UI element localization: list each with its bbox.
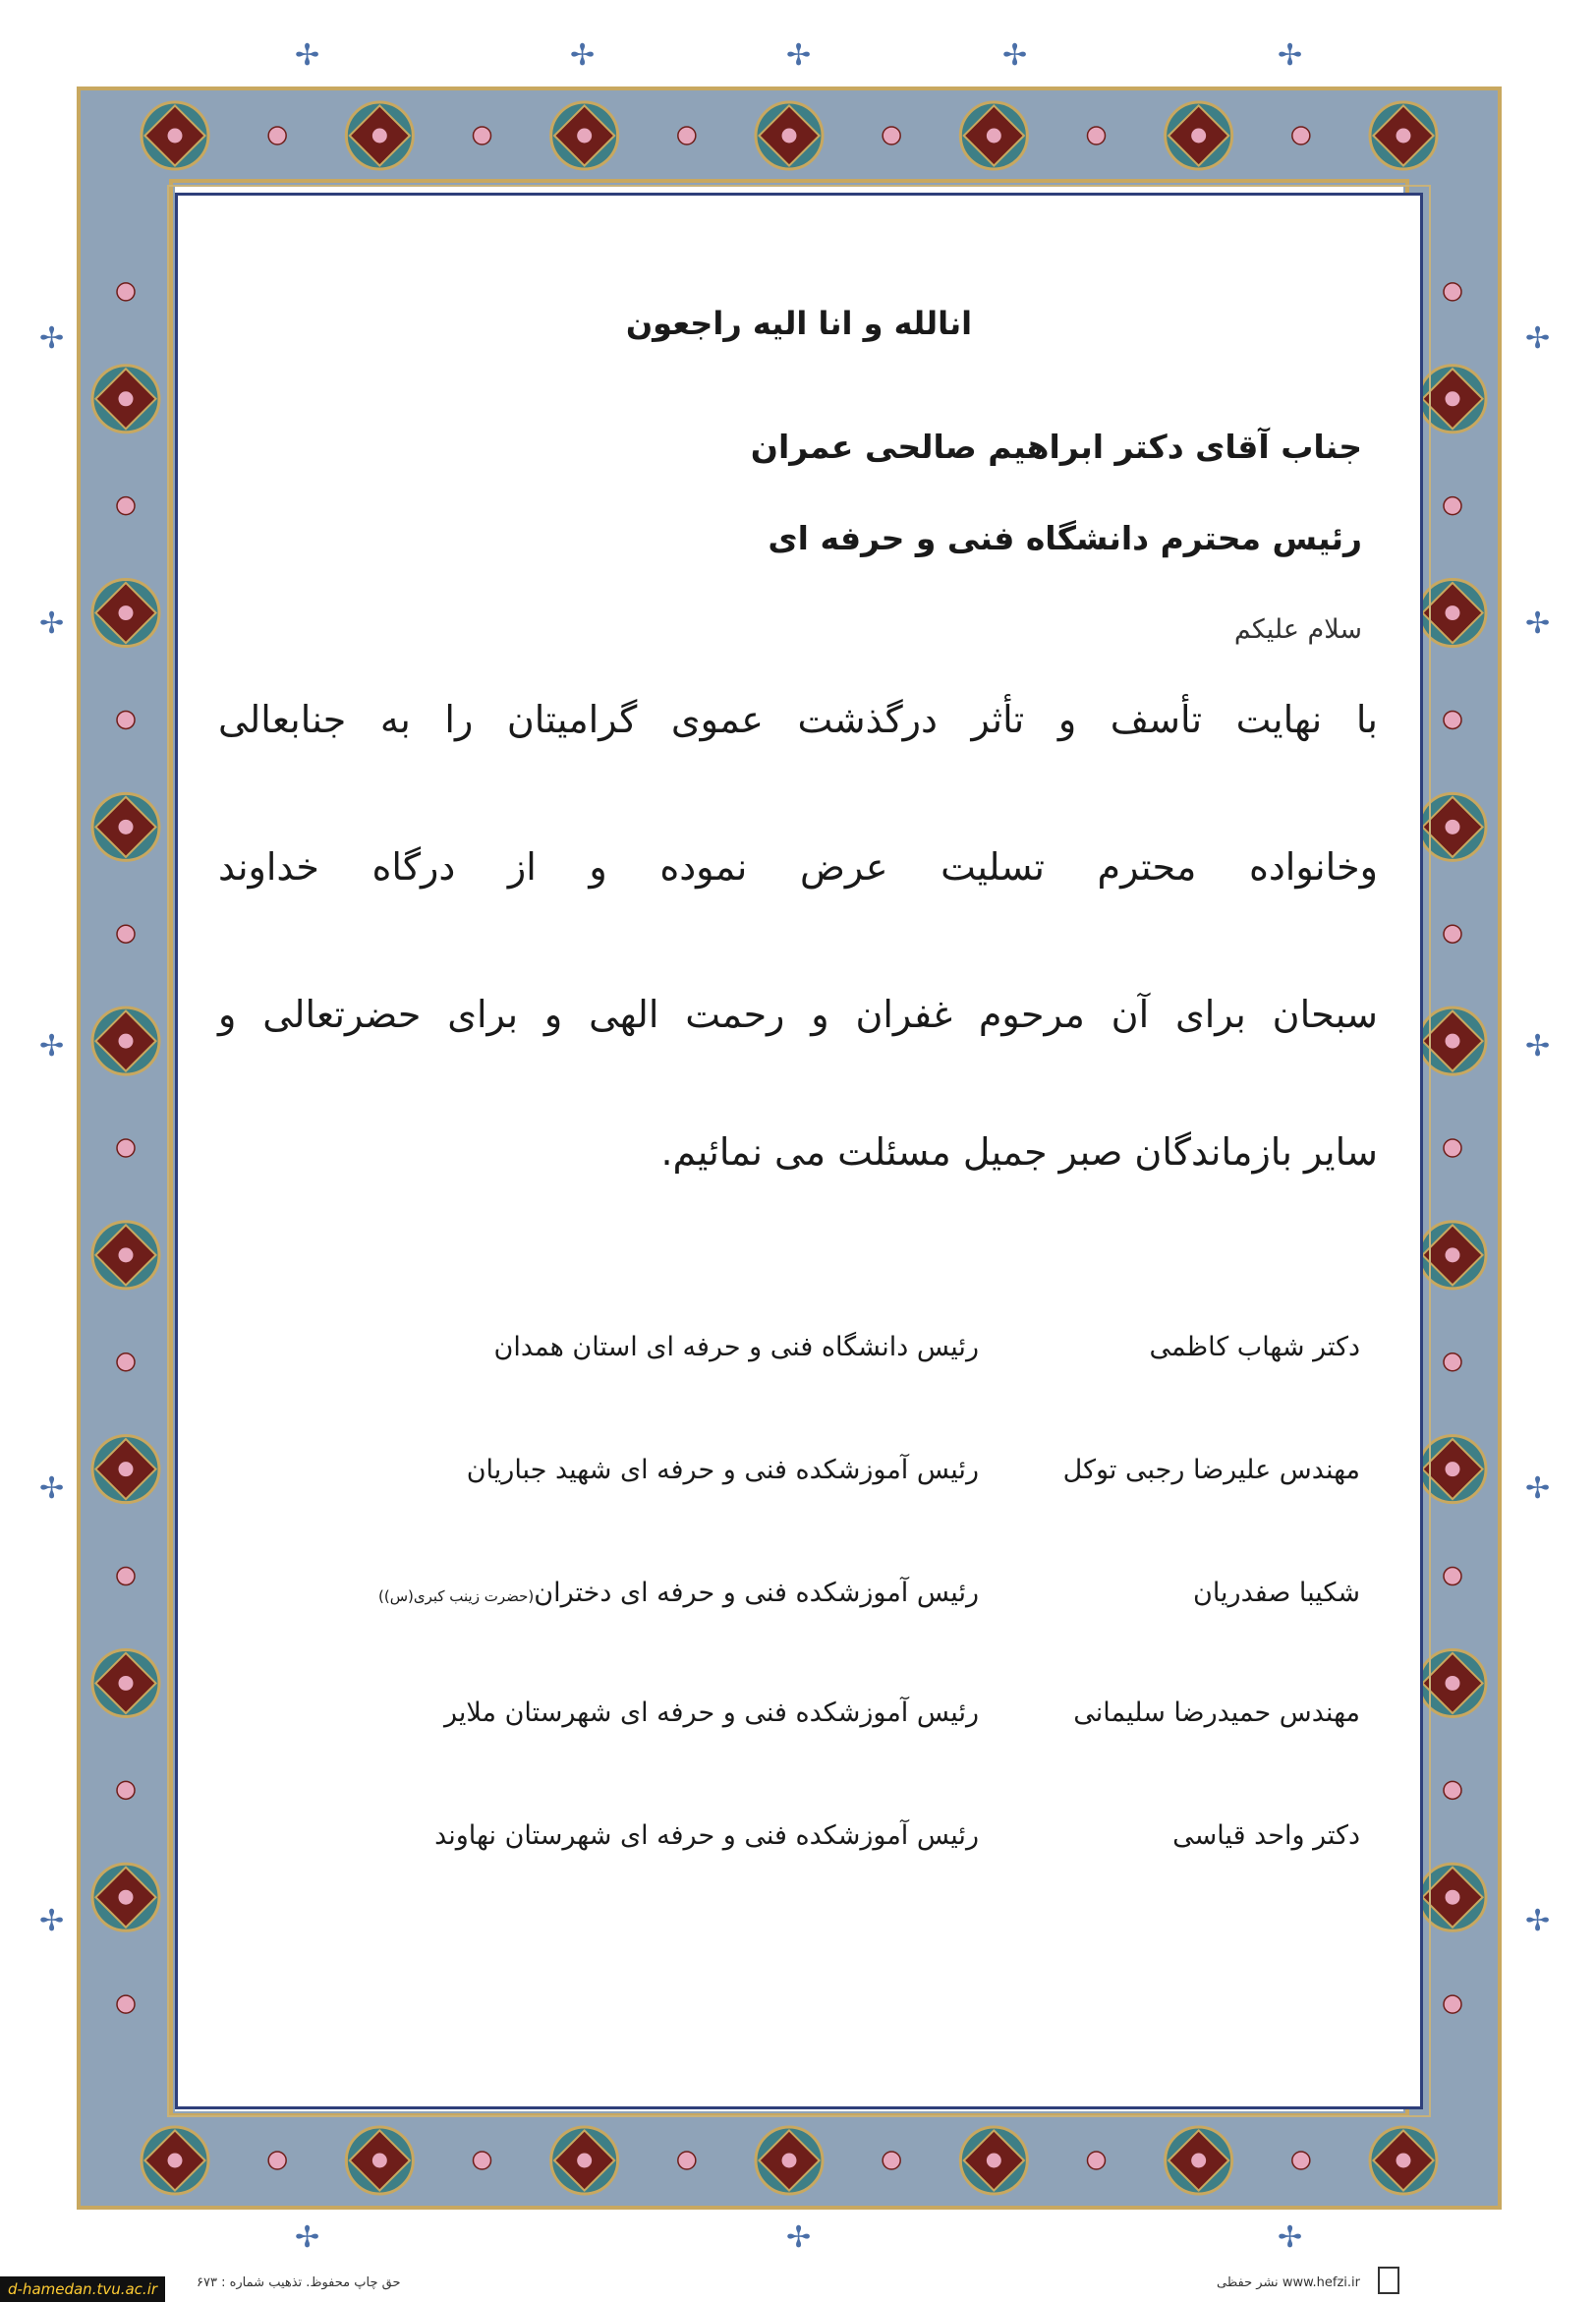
ornament-mark-icon: ✢ (39, 321, 65, 356)
frame-flower (1446, 1462, 1460, 1476)
ornament-mark-icon: ✢ (1278, 2220, 1303, 2255)
signatory-name: شکیبا صفدریان (1192, 1578, 1360, 1608)
publisher-note: www.hefzi.ir نشر حفظی (1217, 2275, 1360, 2290)
frame-flower (168, 129, 183, 144)
frame-flower (1446, 605, 1460, 620)
letter-heading: انالله و انا الیه راجعون (625, 305, 973, 342)
frame-flower (1446, 1676, 1460, 1691)
ornament-mark-icon: ✢ (570, 38, 596, 73)
signatory-name: مهندس علیرضا رجبی توکل (1062, 1455, 1360, 1485)
frame-flower (117, 1353, 135, 1371)
frame-flower (1444, 925, 1461, 943)
frame-flower (1191, 2154, 1206, 2168)
frame-flower (1292, 2152, 1310, 2169)
ornament-mark-icon: ✢ (1002, 38, 1028, 73)
frame-flower (1446, 391, 1460, 406)
ornament-mark-icon: ✢ (39, 1471, 65, 1506)
frame-flower (1444, 497, 1461, 515)
frame-flower (1444, 1353, 1461, 1371)
frame-flower (119, 820, 134, 834)
ornament-mark-icon: ✢ (39, 606, 65, 641)
frame-flower (1444, 711, 1461, 728)
signatory-name: دکتر واحد قیاسی (1172, 1820, 1360, 1851)
frame-flower (987, 2154, 1001, 2168)
ornament-mark-icon: ✢ (39, 1029, 65, 1064)
frame-flower (1088, 127, 1106, 144)
frame-flower (1444, 1139, 1461, 1157)
body-line: وخانواده محترم تسلیت عرض نموده و از درگاه خداوند (218, 845, 1378, 889)
frame-flower (268, 2152, 286, 2169)
frame-flower (119, 391, 134, 406)
body-line: سایر بازماندگان صبر جمیل مسئلت می نمائیم. (660, 1130, 1378, 1174)
frame-flower (119, 605, 134, 620)
frame-flower (117, 1568, 135, 1585)
frame-flower (119, 1462, 134, 1476)
ornament-mark-icon: ✢ (1278, 38, 1303, 73)
frame-flower (577, 129, 592, 144)
salutation: سلام علیکم (1233, 614, 1362, 645)
copyright-note: حق چاپ محفوظ. تذهیب شماره : ۶۷۳ (197, 2275, 401, 2290)
frame-flower (1446, 1247, 1460, 1262)
frame-flower (117, 1995, 135, 2013)
addressee-title: رئیس محترم دانشگاه فنی و حرفه ای (768, 519, 1362, 557)
frame-flower (372, 129, 387, 144)
frame-flower (782, 129, 797, 144)
publisher-logo-icon (1378, 2267, 1399, 2294)
frame-flower (119, 1890, 134, 1905)
frame-flower (119, 1034, 134, 1049)
signatory-title: رئیس آموزشکده فنی و حرفه ای شهرستان نهاوند (434, 1820, 979, 1851)
frame-flower (1444, 1781, 1461, 1799)
frame-flower (1446, 820, 1460, 834)
frame-flower (1191, 129, 1206, 144)
frame-flower (117, 1139, 135, 1157)
frame-flower (117, 711, 135, 728)
frame-flower (1396, 129, 1411, 144)
signatory-title-note: (حضرت زینب کبری(س)) (377, 1587, 535, 1605)
frame-flower (1444, 1995, 1461, 2013)
ornament-mark-icon: ✢ (786, 38, 812, 73)
frame-flower (678, 2152, 696, 2169)
frame-flower (168, 2154, 183, 2168)
body-line: سبحان برای آن مرحوم غفران و رحمت الهی و برای حضرتعالی و (218, 993, 1378, 1036)
ornament-mark-icon: ✢ (1525, 1029, 1551, 1064)
frame-flower (117, 925, 135, 943)
frame-flower (1292, 127, 1310, 144)
ornament-mark-icon: ✢ (1525, 1471, 1551, 1506)
frame-flower (474, 127, 491, 144)
ornament-mark-icon: ✢ (1525, 606, 1551, 641)
ornament-mark-icon: ✢ (39, 1904, 65, 1938)
signatory-name: مهندس حمیدرضا سلیمانی (1073, 1698, 1360, 1728)
frame-flower (1444, 1568, 1461, 1585)
frame-flower (119, 1247, 134, 1262)
signatory-name: دکتر شهاب کاظمی (1149, 1332, 1360, 1362)
signatory-title: رئیس دانشگاه فنی و حرفه ای استان همدان (493, 1332, 979, 1362)
ornament-mark-icon: ✢ (295, 2220, 320, 2255)
frame-flower (474, 2152, 491, 2169)
frame-flower (119, 1676, 134, 1691)
ornament-mark-icon: ✢ (295, 38, 320, 73)
frame-flower (883, 127, 900, 144)
frame-flower (117, 1781, 135, 1799)
frame-flower (577, 2154, 592, 2168)
addressee-name: جناب آقای دکتر ابراهیم صالحی عمران (750, 428, 1362, 466)
signatory-title-text: رئیس آموزشکده فنی و حرفه ای دختران (534, 1578, 979, 1608)
frame-flower (883, 2152, 900, 2169)
frame-flower (117, 283, 135, 301)
body-line: با نهایت تأسف و تأثر درگذشت عموی گرامیتان را به جنابعالی (218, 698, 1378, 741)
signatory-title (378, 1578, 979, 1608)
frame-flower (1444, 283, 1461, 301)
frame-flower (678, 127, 696, 144)
frame-flower (1446, 1034, 1460, 1049)
signatory-title: رئیس آموزشکده فنی و حرفه ای شهید جباریان (466, 1455, 979, 1485)
frame-flower (782, 2154, 797, 2168)
ornament-mark-icon: ✢ (1525, 321, 1551, 356)
ornament-mark-icon: ✢ (786, 2220, 812, 2255)
frame-flower (268, 127, 286, 144)
ornament-mark-icon: ✢ (1525, 1904, 1551, 1938)
website-badge-link[interactable]: d-hamedan.tvu.ac.ir (0, 2276, 165, 2302)
frame-flower (372, 2154, 387, 2168)
frame-flower (987, 129, 1001, 144)
frame-flower (1396, 2154, 1411, 2168)
frame-flower (117, 497, 135, 515)
frame-flower (1088, 2152, 1106, 2169)
signatory-title: رئیس آموزشکده فنی و حرفه ای شهرستان ملایر (444, 1698, 979, 1728)
frame-flower (1446, 1890, 1460, 1905)
